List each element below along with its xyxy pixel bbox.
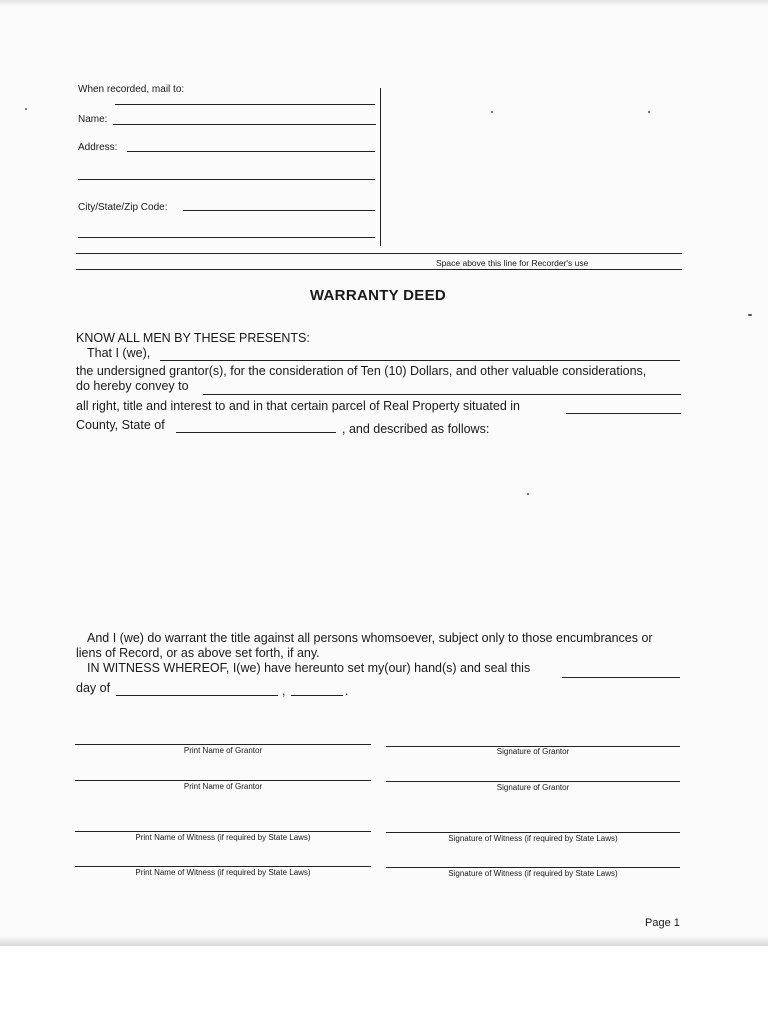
grantor-print-caption-2: Print Name of Grantor [183,782,263,791]
grantor-print-caption-1: Print Name of Grantor [183,746,263,755]
warrant-text-2: liens of Record, or as above set forth, if any. [76,646,320,660]
grantor-print-line-2[interactable] [75,780,371,781]
scan-edge-top [0,0,768,6]
scan-edge-bottom [0,936,768,946]
witness-day-line[interactable] [562,677,680,678]
grantor-name-line[interactable] [160,360,680,361]
described-as-text: , and described as follows: [342,422,490,436]
scan-speck [25,108,27,110]
document-title: WARRANTY DEED [309,287,447,304]
mail-to-label: When recorded, mail to: [78,84,185,95]
warrant-text-1: And I (we) do warrant the title against all persons whomsoever, subject only to those encumbrances or [87,631,653,645]
witness-sign-caption-2: Signature of Witness (if required by State Laws) [448,869,618,878]
year-line[interactable] [291,695,343,696]
grantor-sign-caption-2: Signature of Grantor [496,783,570,792]
address-line-2[interactable] [78,179,375,180]
city-state-zip-label: City/State/Zip Code: [78,202,168,213]
witness-sign-caption-1: Signature of Witness (if required by State Laws) [448,834,618,843]
witness-print-caption-2: Print Name of Witness (if required by State Laws) [135,868,311,877]
grantor-sign-caption-1: Signature of Grantor [496,747,570,756]
witness-print-line-1[interactable] [75,831,371,832]
date-comma: , [282,684,286,698]
name-label: Name: [78,114,108,125]
day-of-label: day of [76,681,111,695]
parcel-text: all right, title and interest to and in that certain parcel of Real Property situated in [76,399,520,413]
date-period: . [345,684,349,698]
address-line[interactable] [127,151,375,152]
witness-print-line-2[interactable] [75,866,371,867]
state-of-text: County, State of [76,418,165,432]
witness-text: IN WITNESS WHEREOF, I(we) have hereunto set my(our) hand(s) and seal this [87,661,531,675]
extra-line[interactable] [78,237,375,238]
scan-speck [527,493,529,495]
scan-speck [648,111,650,113]
address-label: Address: [78,142,118,153]
convey-to-text: do hereby convey to [76,379,189,393]
county-line[interactable] [566,413,681,414]
grantor-intro: That I (we), [87,346,151,360]
recording-block-divider [380,88,381,246]
grantee-name-line[interactable] [203,394,681,395]
city-state-zip-line[interactable] [183,210,375,211]
witness-sign-line-1[interactable] [386,832,680,833]
consideration-text: the undersigned grantor(s), for the consideration of Ten (10) Dollars, and other valuable considerations, [76,364,647,378]
recorder-bottom-line [76,269,682,270]
witness-print-caption-1: Print Name of Witness (if required by State Laws) [135,833,311,842]
scan-speck [748,314,752,316]
preamble: KNOW ALL MEN BY THESE PRESENTS: [76,331,310,345]
page-number: Page 1 [645,917,680,929]
scan-speck [491,111,493,113]
name-line[interactable] [113,124,376,125]
state-line[interactable] [176,432,336,433]
recorder-note: Space above this line for Recorder's use [436,258,589,268]
witness-sign-line-2[interactable] [386,867,680,868]
grantor-sign-line-2[interactable] [386,781,680,782]
month-line[interactable] [116,695,278,696]
mail-to-line [115,104,375,105]
blank-area [0,946,768,1024]
grantor-print-line-1[interactable] [75,744,371,745]
recorder-top-line [76,253,682,254]
